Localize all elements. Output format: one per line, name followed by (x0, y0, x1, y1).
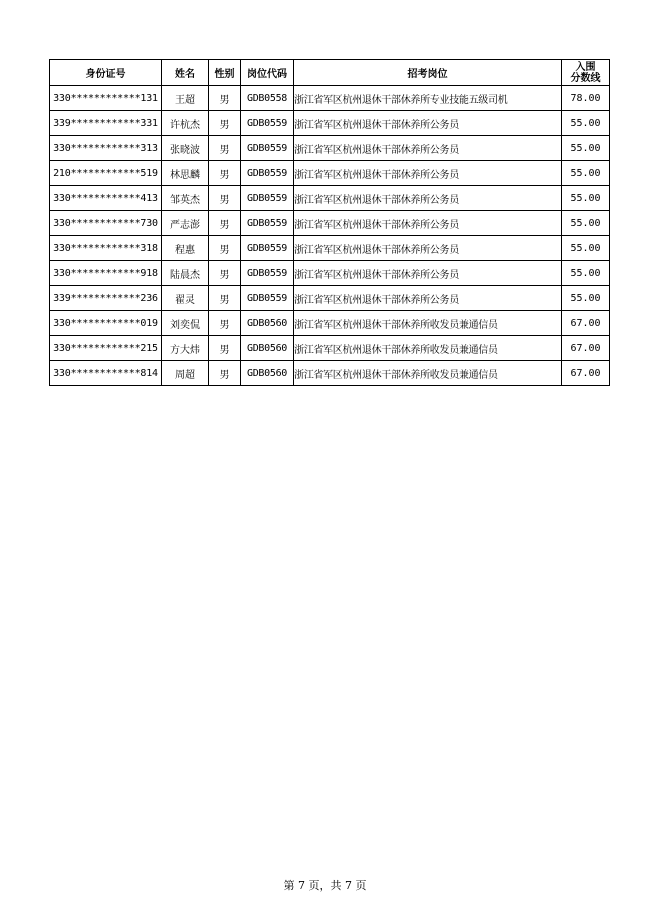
cell-name: 刘奕侃 (162, 311, 209, 336)
cell-id: 330************318 (50, 236, 162, 261)
cell-post: 浙江省军区杭州退休干部休养所公务员 (294, 186, 562, 211)
cell-name: 程惠 (162, 236, 209, 261)
table-body (50, 86, 610, 386)
table-row (50, 136, 610, 161)
cell-score: 55.00 (562, 236, 610, 261)
cell-post: 浙江省军区杭州退休干部休养所公务员 (294, 261, 562, 286)
cell-score: 55.00 (562, 286, 610, 311)
cell-code: GDB0559 (241, 111, 294, 136)
cell-score: 55.00 (562, 211, 610, 236)
table-row (50, 361, 610, 386)
cell-gender: 男 (209, 161, 241, 186)
cell-code: GDB0559 (241, 261, 294, 286)
cell-id: 330************019 (50, 311, 162, 336)
cell-score: 55.00 (562, 186, 610, 211)
cell-name: 方大炜 (162, 336, 209, 361)
cell-code: GDB0559 (241, 161, 294, 186)
cell-post: 浙江省军区杭州退休干部休养所公务员 (294, 111, 562, 136)
cell-gender: 男 (209, 211, 241, 236)
cell-gender: 男 (209, 136, 241, 161)
cell-code: GDB0558 (241, 86, 294, 111)
cell-code: GDB0560 (241, 311, 294, 336)
cell-name: 周超 (162, 361, 209, 386)
header-score-line2: 分数线 (570, 72, 601, 84)
table-row (50, 211, 610, 236)
cell-code: GDB0559 (241, 211, 294, 236)
cell-id: 330************918 (50, 261, 162, 286)
cell-score: 67.00 (562, 361, 610, 386)
cell-gender: 男 (209, 286, 241, 311)
cell-gender: 男 (209, 361, 241, 386)
cell-gender: 男 (209, 111, 241, 136)
cell-name: 邹英杰 (162, 186, 209, 211)
table-row (50, 286, 610, 311)
cell-score: 67.00 (562, 311, 610, 336)
cell-score: 55.00 (562, 261, 610, 286)
table-row (50, 161, 610, 186)
table-row (50, 86, 610, 111)
cell-score: 55.00 (562, 111, 610, 136)
table-row (50, 261, 610, 286)
cell-id: 330************814 (50, 361, 162, 386)
header-id: 身份证号 (50, 60, 162, 86)
cell-name: 翟灵 (162, 286, 209, 311)
cell-name: 陆晨杰 (162, 261, 209, 286)
header-code: 岗位代码 (241, 60, 294, 86)
cell-name: 王超 (162, 86, 209, 111)
cell-code: GDB0559 (241, 136, 294, 161)
cell-name: 严志澎 (162, 211, 209, 236)
page-footer: 第 7 页，共 7 页 (283, 879, 367, 892)
table-row (50, 236, 610, 261)
cell-post: 浙江省军区杭州退休干部休养所收发员兼通信员 (294, 336, 562, 361)
table-row (50, 311, 610, 336)
cell-code: GDB0560 (241, 336, 294, 361)
cell-post: 浙江省军区杭州退休干部休养所公务员 (294, 161, 562, 186)
header-score-line1: 入围 (575, 61, 596, 73)
cell-code: GDB0559 (241, 186, 294, 211)
cell-id: 210************519 (50, 161, 162, 186)
cell-id: 330************413 (50, 186, 162, 211)
cell-score: 55.00 (562, 161, 610, 186)
table-row (50, 186, 610, 211)
cell-score: 55.00 (562, 136, 610, 161)
cell-post: 浙江省军区杭州退休干部休养所公务员 (294, 236, 562, 261)
cell-post: 浙江省军区杭州退休干部休养所收发员兼通信员 (294, 361, 562, 386)
cell-id: 339************331 (50, 111, 162, 136)
cell-name: 张晓波 (162, 136, 209, 161)
header-name: 姓名 (162, 60, 209, 86)
cell-code: GDB0559 (241, 286, 294, 311)
cell-post: 浙江省军区杭州退休干部休养所公务员 (294, 286, 562, 311)
cell-id: 330************730 (50, 211, 162, 236)
cell-name: 林思麟 (162, 161, 209, 186)
cell-post: 浙江省军区杭州退休干部休养所收发员兼通信员 (294, 311, 562, 336)
roster-table (49, 59, 610, 386)
header-score (562, 60, 610, 86)
cell-id: 339************236 (50, 286, 162, 311)
cell-id: 330************215 (50, 336, 162, 361)
table-row (50, 336, 610, 361)
cell-score: 67.00 (562, 336, 610, 361)
cell-id: 330************313 (50, 136, 162, 161)
header-gender: 性别 (209, 60, 241, 86)
header-post: 招考岗位 (294, 60, 562, 86)
cell-gender: 男 (209, 336, 241, 361)
cell-post: 浙江省军区杭州退休干部休养所公务员 (294, 136, 562, 161)
cell-id: 330************131 (50, 86, 162, 111)
cell-score: 78.00 (562, 86, 610, 111)
cell-code: GDB0560 (241, 361, 294, 386)
cell-name: 许杭杰 (162, 111, 209, 136)
table-row (50, 111, 610, 136)
cell-gender: 男 (209, 186, 241, 211)
cell-gender: 男 (209, 86, 241, 111)
header-row (50, 60, 610, 86)
cell-gender: 男 (209, 311, 241, 336)
cell-gender: 男 (209, 236, 241, 261)
cell-code: GDB0559 (241, 236, 294, 261)
cell-gender: 男 (209, 261, 241, 286)
cell-post: 浙江省军区杭州退休干部休养所公务员 (294, 211, 562, 236)
cell-post: 浙江省军区杭州退休干部休养所专业技能五级司机 (294, 86, 562, 111)
